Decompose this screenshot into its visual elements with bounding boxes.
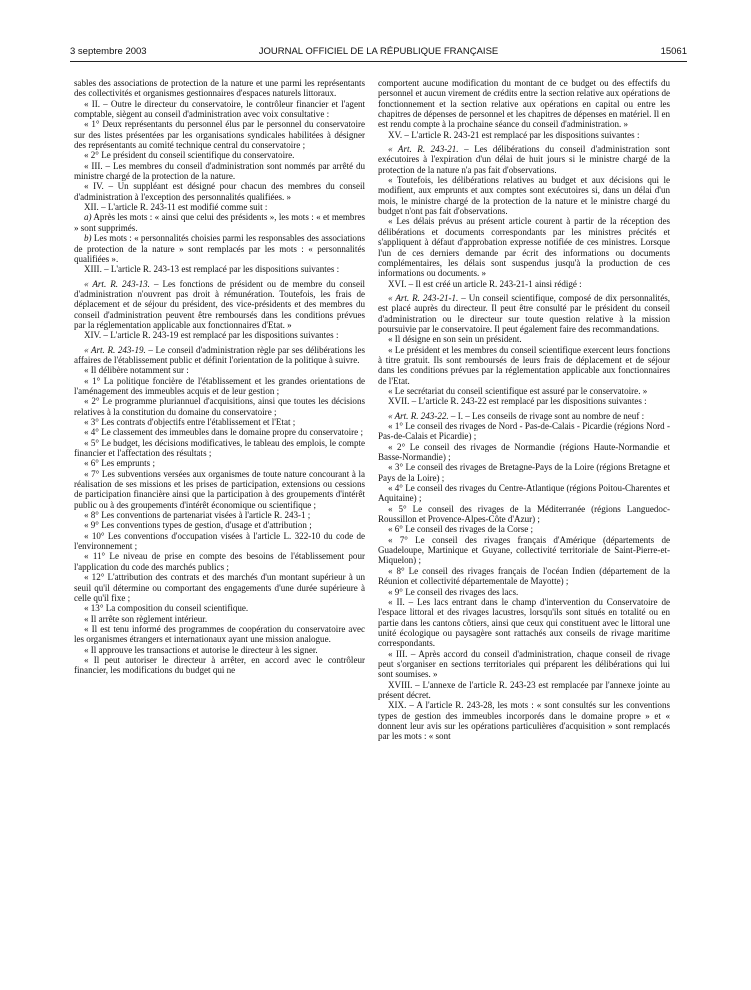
paragraph [74,365,365,375]
paragraph-text: – I. – Les conseils de rivage sont au nombre de neuf : [448,410,645,421]
paragraph [378,421,670,442]
paragraph-text: « II. – Les lacs entrant dans le champ d'intervention du Conservatoire de l'espace littoral et des rivages lacustres, lorsqu'ils sont situés en totalité ou en partie dans les cantons côtiers, ainsi que ceux qui constituent avec le littoral une unité écologique ou paysagère sont rattachés aux conseils de rivage maritime correspondants. [378,596,670,649]
right-column [378,78,670,978]
paragraph [74,161,365,182]
paragraph [378,462,670,483]
paragraph [74,458,365,468]
paragraph-text: « 8° Les conventions de partenariat visées à l'article R. 243-1 ; [84,510,311,521]
article-reference: « Art. R. 243-21. [388,144,459,155]
paragraph-text: « 5° Le conseil des rivages de la Méditerranée (régions Languedoc-Roussillon et Provence-Alpes-Côte d'Azur) ; [378,503,670,525]
paragraph-text: « 2° Le président du conseil scientifique du conservatoire. [84,150,295,161]
paragraph [378,78,670,130]
paragraph [378,535,670,566]
paragraph [74,212,365,233]
paragraph [74,202,365,212]
paragraph [74,520,365,530]
article-reference: « Art. R. 243-13. [84,278,150,289]
paragraph-text: « III. – Les membres du conseil d'administration sont nommés par arrêté du ministre chargé de la protection de la nature. [74,160,365,182]
paragraph-text: « 7° Les subventions versées aux organismes de toute nature concourant à la réalisation de ses missions et les prises de participation, extensions ou cessions de participation financière ainsi que la participation à des groupements d'intérêt public ou à des groupements d'intérêt économique ou scientifique ; [74,468,365,510]
paragraph-text: « Il délibère notamment sur : [84,365,189,376]
journal-title: JOURNAL OFFICIEL DE LA RÉPUBLIQUE FRANÇAISE [258,46,499,57]
article-reference: « Art. R. 243-22. [388,410,449,421]
paragraph-text: XV. – L'article R. 243-21 est remplacé par les dispositions suivantes : [388,129,640,140]
paragraph [378,649,670,680]
paragraph [74,78,365,99]
paragraph-text: XIX. – A l'article R. 243-28, les mots : « sont consultés sur les conventions types de gestion des immeubles incorporés dans le domaine propre » et « donnent leur avis sur les opérations particulières d'acquisition » sont remplacés par les mots : « sont [378,700,670,742]
paragraph-text: « II. – Outre le directeur du conservatoire, le contrôleur financier et l'agent comptable, siègent au conseil d'administration avec voix consultative : [74,98,365,120]
left-column [74,78,365,978]
paragraph-text: sables des associations de protection de la nature et une parmi les représentants des collectivités et organismes gestionnaires d'espaces naturels littoraux. [74,78,365,99]
paragraph [378,396,670,406]
paragraph [74,264,365,274]
paragraph-text: comportent aucune modification du montant de ce budget ou des effectifs du personnel et aucun virement de crédits entre la section relative aux opérations de fonctionnement et la section relative aux opérations en capital ou entre les chapitres de dépenses de personnel et les chapitres de dépenses en matériel. Il en est rendu compte à la prochaine séance du conseil d'administration. » [378,78,670,130]
paragraph-text: « Il approuve les transactions et autorise le directeur à les signer. [84,644,318,655]
paragraph [74,438,365,459]
paragraph [378,597,670,649]
paragraph [378,334,670,344]
paragraph-text: « 3° Le conseil des rivages de Bretagne-Pays de la Loire (régions Bretagne et Pays de la Loire) ; [378,462,670,483]
paragraph-text: « 11° Le niveau de prise en compte des besoins de l'établissement pour l'application du code des marchés publics ; [74,551,365,572]
paragraph-text: « 2° Le programme pluriannuel d'acquisitions, ainsi que toutes les décisions relatives à la constitution du domaine du conservatoire ; [74,396,365,417]
paragraph-text: « 13° La composition du conseil scientifique. [84,603,249,614]
paragraph [378,504,670,525]
paragraph [378,680,670,701]
paragraph-text: « 10° Les conventions d'occupation visées à l'article L. 322-10 du code de l'environnement ; [74,530,365,552]
paragraph-text: « 6° Le conseil des rivages de la Corse ; [388,524,534,535]
paragraph [378,386,670,396]
paragraph [74,614,365,624]
paragraph-text: « 4° Le conseil des rivages du Centre-Atlantique (régions Poitou-Charentes et Aquitaine) ; [378,483,670,504]
paragraph [378,279,670,289]
paragraph [378,216,670,278]
paragraph [74,572,365,603]
paragraph [74,645,365,655]
paragraph [74,279,365,331]
paragraph-text: « 4° Le classement des immeubles dans le domaine propre du conservatoire ; [84,427,363,438]
paragraph-text: XIV. – L'article R. 243-19 est remplacé par les dispositions suivantes : [84,330,339,341]
paragraph [74,603,365,613]
paragraph-text: « 8° Le conseil des rivages français de l'océan Indien (département de la Réunion et collectivité départementale de Mayotte) ; [378,565,670,587]
paragraph-text: « Il peut autoriser le directeur à arrêter, en accord avec le contrôleur financier, les modifications du budget qui ne [74,654,365,676]
paragraph-text: XII. – L'article R. 243-11 est modifié comme suit : [84,202,268,213]
paragraph-text: « 2° Le conseil des rivages de Normandie (régions Haute-Normandie et Basse-Normandie) ; [378,441,670,463]
paragraph [74,469,365,510]
paragraph-text: « Le secrétariat du conseil scientifique est assuré par le conservatoire. » [388,385,648,396]
paragraph-text: Après les mots : « ainsi que celui des présidents », les mots : « et membres » sont supprimés. [74,212,365,233]
paragraph [378,293,670,334]
paragraph-text: XVII. – L'article R. 243-22 est remplacé par les dispositions suivantes : [388,396,647,407]
paragraph-text: « Les délais prévus au présent article courent à partir de la réception des délibérations et documents correspondants par les ministres précités et s'appliquent à défaut d'approbation expresse notifiée de ces ministres. Lorsque l'un de ces derniers demande par écrit des informations ou documents complémentaires, les délais sont suspendus jusqu'à la production de ces informations ou documents. » [378,216,670,279]
paragraph [74,376,365,397]
paragraph [74,330,365,340]
paragraph-text: « Le président et les membres du conseil scientifique exercent leurs fonctions à titre gratuit. Ils sont remboursés de leurs frais de déplacement et de séjour dans les conditions prévues par la réglementation applicable aux fonctionnaires de l'Etat. [378,344,670,386]
paragraph-text: « 1° La politique foncière de l'établissement et les grandes orientations de l'aménagement des immeubles acquis et de leur gestion ; [74,375,365,396]
paragraph [74,181,365,202]
paragraph-text: « 9° Les conventions types de gestion, d'usage et d'attribution ; [84,520,312,531]
paragraph-text: « 12° L'attribution des contrats et des marchés d'un montant supérieur à un seuil qu'il détermine ou comportant des engagements d'une durée supérieure à celle qu'il fixe ; [74,572,365,603]
issue-date: 3 septembre 2003 [70,46,147,57]
paragraph [378,345,670,386]
paragraph [74,233,365,264]
paragraph-text: « 5° Le budget, les décisions modificatives, le tableau des emplois, le compte financier et l'affectation des résultats ; [74,437,365,459]
paragraph [378,442,670,463]
paragraph-text: XVIII. – L'annexe de l'article R. 243-23 est remplacée par l'annexe jointe au présent décret. [378,679,670,700]
paragraph [378,587,670,597]
paragraph [378,566,670,587]
paragraph-text: « 1° Le conseil des rivages de Nord - Pas-de-Calais - Picardie (régions Nord - Pas-de-Calais et Picardie) ; [378,421,670,442]
paragraph [378,700,670,741]
paragraph-text: « Il désigne en son sein un président. [388,334,522,345]
paragraph-text: Les mots : « personnalités choisies parmi les responsables des associations de protection de la nature » sont remplacés par les mots : « personnalités qualifiées ». [74,233,365,264]
paragraph-text: « 9° Le conseil des rivages des lacs. [388,586,519,597]
paragraph [74,551,365,572]
paragraph [74,531,365,552]
paragraph [378,524,670,534]
paragraph-text: « 7° Le conseil des rivages français d'Amérique (départements de Guadeloupe, Martinique et Guyane, collectivité territoriale de Saint-Pierre-et-Miquelon) ; [378,534,670,566]
paragraph-text: XIII. – L'article R. 243-13 est remplacé par les dispositions suivantes : [84,264,340,275]
paragraph [378,130,670,140]
paragraph-text: « Il est tenu informé des programmes de coopération du conservatoire avec les organismes étrangers et internationaux ayant une mission analogue. [74,623,365,645]
paragraph-text: « IV. – Un suppléant est désigné pour chacun des membres du conseil d'administration à l'exception des personnalités qualifiées. » [74,181,365,202]
paragraph [74,427,365,437]
paragraph [74,345,365,366]
page-header [70,46,687,60]
paragraph [74,396,365,417]
paragraph [74,119,365,150]
paragraph [74,624,365,645]
paragraph-text: XVI. – Il est créé un article R. 243-21-1 ainsi rédigé : [388,278,582,289]
paragraph-text: « 1° Deux représentants du personnel élus par le personnel du conservatoire sur des listes présentées par les organisations syndicales habilitées à désigner des représentants au comité technique central du conservatoire ; [74,119,365,151]
paragraph [378,411,670,421]
paragraph-text: – Le conseil d'administration règle par ses délibérations les affaires de l'établissement public et définit l'orientation de la politique à suivre. [74,344,365,365]
article-reference: « Art. R. 243-21-1. [388,292,459,303]
paragraph [74,417,365,427]
page-number: 15061 [660,46,687,57]
paragraph-text: « 3° Les contrats d'objectifs entre l'établissement et l'Etat ; [84,417,296,427]
paragraph [74,510,365,520]
paragraph-text: « 6° Les emprunts ; [84,458,155,469]
paragraph [378,483,670,504]
paragraph [74,99,365,120]
article-reference: « Art. R. 243-19. [84,344,146,355]
header-rule [70,61,687,62]
paragraph [378,144,670,175]
paragraph-text: – Les délibérations du conseil d'administration sont exécutoires à l'expiration d'un délai de huit jours si le ministre chargé de la protection de la nature n'a pas fait d'observations. [378,144,670,175]
paragraph-text: « Il arrête son règlement intérieur. [84,613,208,624]
article-reference: b) [84,233,92,244]
paragraph [378,175,670,216]
paragraph-text: – Les fonctions de président ou de membre du conseil d'administration n'ouvrent pas droit à rémunération. Toutefois, les frais de déplacement et de séjour du président, des vice-présidents et des membres du conseil d'administration peuvent être remboursés dans les conditions prévues par la réglementation applicable aux fonctionnaires d'Etat. » [74,278,365,330]
paragraph-text: – Un conseil scientifique, composé de dix personnalités, est placé auprès du directeur. Il peut être consulté par le président du conseil d'administration ou le directeur sur toute question relative à la mission poursuivie par le conservatoire. Il peut également faire des recommandations. [378,292,670,334]
article-reference: a) [84,212,92,223]
paragraph [74,655,365,676]
paragraph-text: « Toutefois, les délibérations relatives au budget et aux décisions qui le modifient, aux emprunts et aux comptes sont exécutoires si, dans un délai d'un mois, le ministre chargé de la protection de la nature et le ministre chargé du budget n'ont pas fait d'observations. [378,175,670,217]
paragraph [74,150,365,160]
paragraph-text: « III. – Après accord du conseil d'administration, chaque conseil de rivage peut s'organiser en sections territoriales qui préparent les délibérations qui lui sont soumises. » [378,648,670,680]
